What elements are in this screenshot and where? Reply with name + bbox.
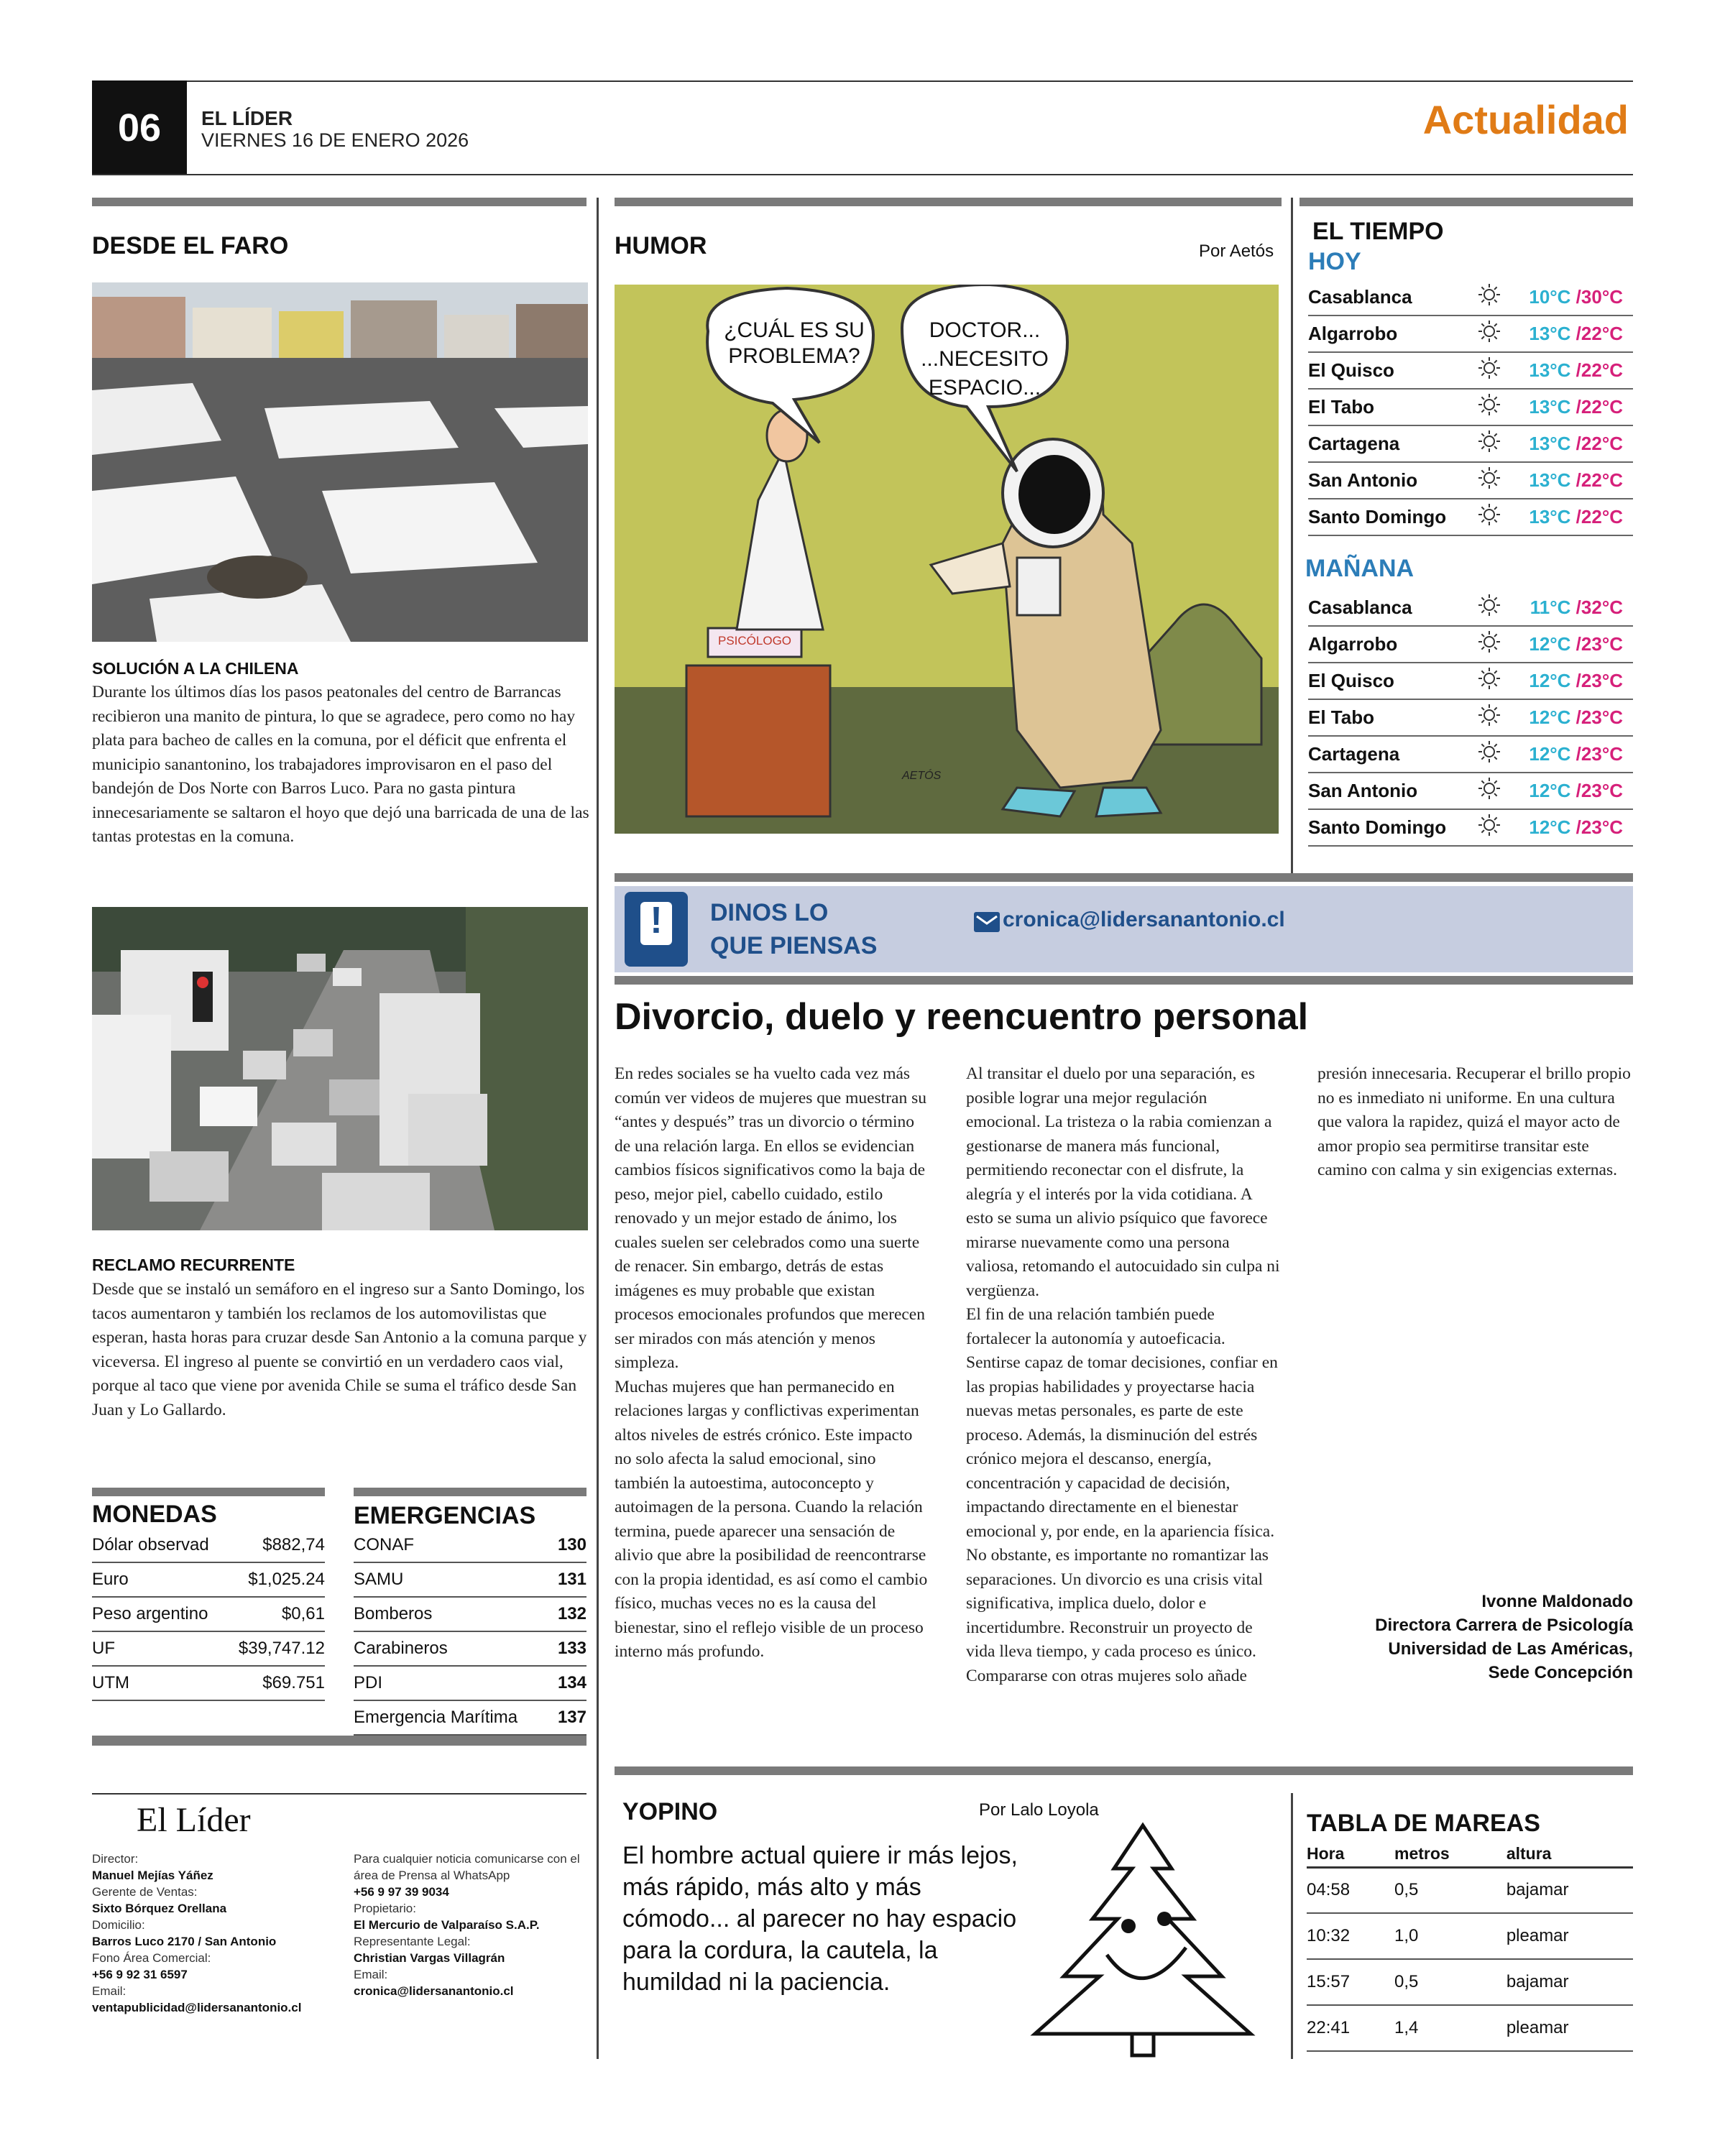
weather-tomorrow-table bbox=[1308, 589, 1633, 847]
sun-icon bbox=[1477, 776, 1501, 801]
traffic-illustration bbox=[92, 907, 588, 1230]
header-rule bbox=[92, 174, 1633, 175]
mareas-header-altura: altura bbox=[1506, 1841, 1633, 1867]
sun-icon bbox=[1477, 392, 1501, 417]
weather-temp: 13°C /22°C bbox=[1518, 462, 1633, 499]
yopino-byline: Por Lalo Loyola bbox=[979, 1800, 1099, 1820]
emergency-row: Carabineros 133 bbox=[354, 1631, 586, 1666]
weather-title: EL TIEMPO bbox=[1312, 218, 1444, 245]
weather-temp: 13°C /22°C bbox=[1518, 352, 1633, 389]
mail-icon bbox=[974, 912, 1000, 932]
mareas-title: TABLA DE MAREAS bbox=[1307, 1810, 1540, 1837]
sun-icon bbox=[1477, 666, 1501, 691]
mareas-header-metros: metros bbox=[1394, 1841, 1506, 1867]
traffic-photo bbox=[92, 907, 588, 1230]
sun-icon bbox=[1477, 630, 1501, 654]
weather-city: Santo Domingo bbox=[1308, 809, 1460, 846]
humor-byline: Por Aetós bbox=[1199, 241, 1274, 261]
sun-icon bbox=[1477, 282, 1501, 307]
emergency-row: CONAF 130 bbox=[354, 1528, 586, 1562]
weather-temp: 12°C /23°C bbox=[1518, 736, 1633, 773]
sun-icon bbox=[1477, 703, 1501, 727]
opinion-signature: Ivonne Maldonado Directora Carrera de Psicología Universidad de Las Américas, Sede Concepción bbox=[1308, 1590, 1633, 1685]
section-bar bbox=[92, 1736, 586, 1746]
mareas-header-hora: Hora bbox=[1307, 1841, 1394, 1867]
emergency-row: PDI 134 bbox=[354, 1666, 586, 1700]
weather-tomorrow-label: MAÑANA bbox=[1305, 555, 1414, 582]
weather-city: Algarrobo bbox=[1308, 626, 1460, 663]
section-bar bbox=[615, 1766, 1633, 1775]
sun-icon bbox=[1477, 429, 1501, 453]
weather-row bbox=[1308, 589, 1633, 626]
emergency-row: SAMU 131 bbox=[354, 1562, 586, 1597]
section-bar bbox=[615, 873, 1633, 882]
weather-row bbox=[1308, 699, 1633, 736]
faro-story1-heading: SOLUCIÓN A LA CHILENA bbox=[92, 659, 299, 678]
sun-icon bbox=[1477, 740, 1501, 764]
emergency-row: Bomberos 132 bbox=[354, 1597, 586, 1631]
sun-icon bbox=[1477, 319, 1501, 344]
opinion-paragraph: No obstante, es importante no romantizar las separaciones. Un divorcio es una crisis vital significativa, implica duelo, dolor e incertidumbre. Reconstruir un proyecto de vida lleva tiempo, y cada proceso es único. Compararse con otras mujeres solo añade presión innecesaria. Recuperar el brillo propio no es inmediato ni uniforme. En una cultura que valora la rapidez, quizá el mayor acto de amor propio sea permitirse transitar este camino con calma y sin exigencias externas. bbox=[966, 1064, 1631, 1685]
monedas-table bbox=[92, 1528, 325, 1701]
section-title: Actualidad bbox=[1422, 97, 1629, 142]
opinion-title: Divorcio, duelo y reencuentro personal bbox=[615, 996, 1309, 1038]
weather-today-label: HOY bbox=[1308, 248, 1361, 275]
weather-city: El Tabo bbox=[1308, 389, 1460, 425]
weather-row bbox=[1308, 462, 1633, 499]
crosswalk-photo bbox=[92, 282, 588, 642]
weather-city: El Quisco bbox=[1308, 352, 1460, 389]
faro-story1-text: Durante los últimos días los pasos peatonales del centro de Barrancas recibieron una manito de pintura, lo que se agradece, pero como no hay plata para bacheo de calles en la comuna, por el déficit que enfrenta el municipio sanantonino, los trabajadores improvisaron en el paso del bandejón de Dos Norte con Barros Luco. Para no gasta pintura innecesariamente se saltaron el hoyo que dejó una barricada de una de las tantas protestas en la comuna. bbox=[92, 683, 589, 846]
weather-row bbox=[1308, 773, 1633, 809]
currency-row: Dólar observad $882,74 bbox=[92, 1528, 325, 1562]
sun-icon bbox=[1477, 356, 1501, 380]
weather-today-table bbox=[1308, 279, 1633, 536]
monedas-title: MONEDAS bbox=[92, 1501, 217, 1528]
credits-right: Para cualquier noticia comunicarse con el área de Prensa al WhatsApp +56 9 97 39 9034 Propietario: El Mercurio de Valparaíso S.A.P. Representante Legal: Christian Vargas Villagrán Email: cronica@lidersanantonio.cl bbox=[354, 1852, 580, 1998]
weather-city: El Quisco bbox=[1308, 663, 1460, 699]
comic-panel bbox=[615, 285, 1279, 834]
faro-title: DESDE EL FARO bbox=[92, 232, 289, 259]
weather-city: San Antonio bbox=[1308, 773, 1460, 809]
yopino-title: YOPINO bbox=[622, 1798, 718, 1825]
currency-row: Peso argentino $0,61 bbox=[92, 1597, 325, 1631]
sun-icon bbox=[1477, 593, 1501, 617]
opinion-paragraph: El fin de una relación también puede fortalecer la autonomía y autoeficacia. Sentirse capaz de tomar decisiones, confiar en las propias habilidades y proyectarse hacia nuevas metas personales, es parte de este proceso. Además, la disminución del estrés crónico mejora el descanso, energía, concentración y capacidad de decisión, impactando directamente en el bienestar emocional y, por ende, en la apariencia física. bbox=[966, 1305, 1278, 1541]
weather-temp: 13°C /22°C bbox=[1518, 389, 1633, 425]
weather-temp: 13°C /22°C bbox=[1518, 425, 1633, 462]
weather-city: Cartagena bbox=[1308, 425, 1460, 462]
weather-city: Cartagena bbox=[1308, 736, 1460, 773]
feedback-banner bbox=[615, 886, 1633, 972]
column-divider bbox=[1291, 198, 1293, 873]
weather-row bbox=[1308, 626, 1633, 663]
column-divider bbox=[1291, 1793, 1293, 2059]
sun-icon bbox=[1477, 813, 1501, 837]
section-bar bbox=[92, 1488, 325, 1496]
weather-city: Santo Domingo bbox=[1308, 499, 1460, 535]
currency-row: UF $39,747.12 bbox=[92, 1631, 325, 1666]
section-bar bbox=[1300, 198, 1633, 206]
comic-bubble-left: ¿CUÁL ES SU PROBLEMA? bbox=[724, 318, 865, 368]
weather-row bbox=[1308, 499, 1633, 535]
weather-row bbox=[1308, 663, 1633, 699]
weather-row bbox=[1308, 425, 1633, 462]
tide-row: 15:57 0,5 bajamar bbox=[1307, 1959, 1633, 2005]
faro-story2-heading: RECLAMO RECURRENTE bbox=[92, 1256, 295, 1274]
emergencias-title: EMERGENCIAS bbox=[354, 1502, 536, 1529]
page-number: 06 bbox=[92, 80, 187, 175]
opinion-paragraph: Muchas mujeres que han permanecido en relaciones largas y conflictivas experimentan altos niveles de estrés crónico. Este impacto no solo afecta la salud emocional, sino también la autoestima, autoconcepto y autoimagen de la persona. Cuando la relación termina, puede aparecer una sensación de alivio que abre la posibilidad de reencontrarse con la propia identidad, es así como el cambio físico, muchas veces no es la causa del bienestar, sino el reflejo visible de un proceso interno más profundo. bbox=[615, 1377, 928, 1661]
paper-name: EL LÍDER bbox=[201, 107, 293, 129]
author-name: Ivonne Maldonado bbox=[1481, 1592, 1633, 1611]
comic-signature: AETÓS bbox=[902, 770, 942, 782]
weather-temp: 12°C /23°C bbox=[1518, 773, 1633, 809]
currency-row: UTM $69.751 bbox=[92, 1666, 325, 1700]
weather-city: Casablanca bbox=[1308, 279, 1460, 315]
issue-date: VIERNES 16 DE ENERO 2026 bbox=[201, 129, 469, 151]
mareas-table bbox=[1307, 1841, 1633, 2052]
section-bar bbox=[354, 1488, 586, 1496]
weather-row bbox=[1308, 809, 1633, 846]
section-bar bbox=[615, 976, 1633, 985]
weather-temp: 11°C /32°C bbox=[1518, 589, 1633, 626]
sun-icon bbox=[1477, 466, 1501, 490]
weather-city: Casablanca bbox=[1308, 589, 1460, 626]
weather-temp: 12°C /23°C bbox=[1518, 699, 1633, 736]
section-bar bbox=[92, 198, 586, 206]
tide-row: 10:32 1,0 pleamar bbox=[1307, 1913, 1633, 1959]
column-divider bbox=[597, 198, 599, 2059]
faro-story2-text: Desde que se instaló un semáforo en el ingreso sur a Santo Domingo, los tacos aumentaron y también los reclamos de los automovilistas que esperan, hasta horas para cruzar desde San Antonio a la comuna parque y viceversa. El ingreso al puente se convirtió en un verdadero caos vial, porque al taco que viene por avenida Chile se suma el tráfico desde San Juan y Lo Gallardo. bbox=[92, 1280, 587, 1419]
comic-desk-sign: PSICÓLOGO bbox=[717, 634, 792, 648]
weather-city: San Antonio bbox=[1308, 462, 1460, 499]
weather-temp: 13°C /22°C bbox=[1518, 315, 1633, 352]
weather-row bbox=[1308, 279, 1633, 315]
feedback-email[interactable]: cronica@lidersanantonio.cl bbox=[1003, 908, 1285, 931]
crosswalk-illustration bbox=[92, 282, 588, 642]
sun-icon bbox=[1477, 502, 1501, 527]
top-rule bbox=[92, 80, 1633, 82]
feedback-title: DINOS LO QUE PIENSAS bbox=[710, 899, 878, 959]
masthead bbox=[201, 108, 469, 151]
weather-city: Algarrobo bbox=[1308, 315, 1460, 352]
weather-row bbox=[1308, 352, 1633, 389]
humor-title: HUMOR bbox=[615, 232, 707, 259]
alert-icon: ! bbox=[625, 892, 688, 967]
opinion-paragraph: Al transitar el duelo por una separación, es posible lograr una mejor regulación emocional. La tristeza o la rabia comienzan a gestionarse de manera más funcional, permitiendo reconectar con el disfrute, la alegría y el interés por la vida cotidiana. A esto se suma un alivio psíquico que favorece mirarse nuevamente como una persona valiosa, retomando el autocuidado sin culpa ni vergüenza. bbox=[966, 1064, 1280, 1300]
opinion-paragraph: En redes sociales se ha vuelto cada vez más común ver videos de mujeres que muestran su “antes y después” tras un divorcio o término de una relación larga. En ellos se evidencian cambios físicos significativos como la baja de peso, mejor piel, cabello cuidado, estilo renovado y un mejor estado de ánimo, los cuales suelen ser celebrados como una suerte de renacer. Sin embargo, detrás de estas imágenes es muy probable que existan procesos emocionales profundos que merecen ser mirados con más atención y menos simpleza. bbox=[615, 1064, 926, 1372]
weather-row bbox=[1308, 389, 1633, 425]
credits-left: Director: Manuel Mejías Yáñez Gerente de Ventas: Sixto Bórquez Orellana Domicilio: Barros Luco 2170 / San Antonio Fono Área Comercial: +56 9 92 31 6597 Email: ventapublicidad@lidersanantonio.cl bbox=[92, 1852, 302, 2014]
weather-row bbox=[1308, 315, 1633, 352]
emergency-row: Emergencia Marítima 137 bbox=[354, 1700, 586, 1735]
weather-temp: 12°C /23°C bbox=[1518, 809, 1633, 846]
currency-row: Euro $1,025.24 bbox=[92, 1562, 325, 1597]
tide-row: 04:58 0,5 bajamar bbox=[1307, 1867, 1633, 1913]
weather-city: El Tabo bbox=[1308, 699, 1460, 736]
tide-row: 22:41 1,4 pleamar bbox=[1307, 2005, 1633, 2051]
weather-temp: 12°C /23°C bbox=[1518, 626, 1633, 663]
emergencias-table bbox=[354, 1528, 586, 1736]
tree-cartoon bbox=[1006, 1818, 1279, 2063]
section-bar bbox=[615, 198, 1282, 206]
yopino-text: El hombre actual quiere ir más lejos, más rápido, más alto y más cómodo... al parecer no hay espacio para la cordura, la cautela, la humildad ni la paciencia. bbox=[622, 1842, 1018, 1996]
weather-temp: 12°C /23°C bbox=[1518, 663, 1633, 699]
weather-row bbox=[1308, 736, 1633, 773]
weather-temp: 10°C /30°C bbox=[1518, 279, 1633, 315]
credits-logo: El Líder bbox=[137, 1801, 251, 1839]
credits-rule bbox=[92, 1793, 586, 1795]
weather-temp: 13°C /22°C bbox=[1518, 499, 1633, 535]
comic-bubble-right: DOCTOR... ...NECESITO ESPACIO... bbox=[921, 318, 1049, 400]
